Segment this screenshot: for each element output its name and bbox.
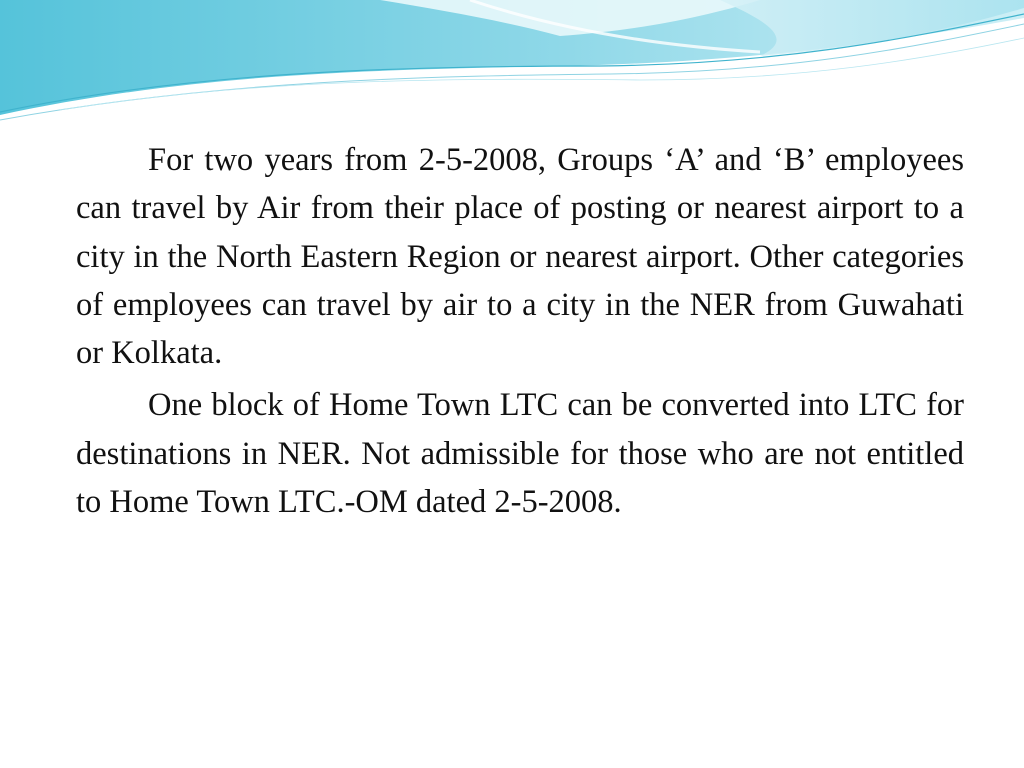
paragraph-air-travel: For two years from 2-5-2008, Groups ‘A’ and ‘B’ employees can travel by Air from their place of posting or nearest airport to a city in the North Eastern Region or nearest airport. Other categories of employees can travel by air to a city in the NER from Guwahati or Kolkata.	[76, 142, 964, 372]
wave-header-decoration	[0, 0, 1024, 130]
slide-body	[76, 136, 964, 530]
paragraph-home-town-ltc: One block of Home Town LTC can be converted into LTC for destinations in NER. Not admissible for those who are not entitled to Home Town LTC.-OM dated 2-5-2008.	[76, 387, 964, 521]
